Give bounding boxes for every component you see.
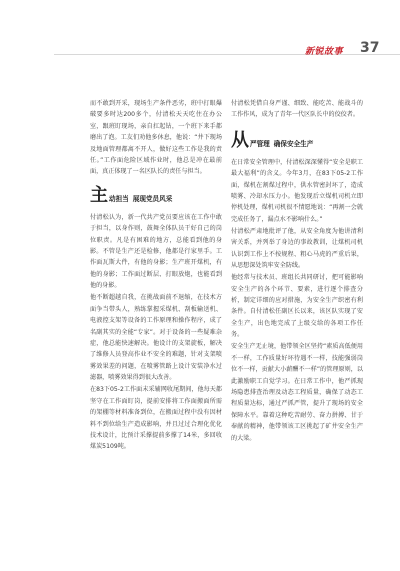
paragraph: 而不敢到开采，现场生产条件恶劣，班中打眼爆破要多时达200多个，付清松天天吃住在办公室，跟班盯现场，亲自扛起钻，一个班下来手都磨出了泡。工友们劝他多休息，他说：“井下现场及地面管理都离不开人，做好这些工作是我的责任。”工作面危险区域作业时，他总是冲在最前面，真正体现了一名区队长的责任与担当。 bbox=[90, 100, 222, 176]
paragraph: 付清松严肃地批评了他，从安全角度为他讲清利害关系，并列举了身边的事故教训，让煤机司机认识到工作上不按规程、粗心马虎的严重后果，从思想深处筑牢安全防线。 bbox=[231, 227, 363, 270]
heading-title: 确保安全生产 bbox=[273, 139, 314, 148]
section-heading bbox=[90, 186, 222, 206]
heading-rest: 严管理 bbox=[250, 139, 270, 148]
heading-initial: 从 bbox=[231, 129, 249, 151]
left-column bbox=[90, 98, 222, 453]
paragraph: 他不断超越自我，在挑战面前不退缩，在技术方面争当带头人，熟练掌握采煤机、刮板输送机、电液控支架等设备的工作原理和操作程序，成了名副其实的全能“专家”。对于设备的一些疑难杂症，他总能快速解决。他设计的支架旋板，解决了维修人员登高作业不安全的难题，针对支架喷雾效果差的问题，在喷雾管路上设计安装净水过滤器，喷雾效果得到很大改善。 bbox=[90, 294, 222, 382]
heading-rest: 动担当 bbox=[109, 194, 129, 203]
paragraph: 付清松凭借自身严谨、细致、能吃苦、能战斗的工作作风，成为了青年一代区队长中的佼佼者。 bbox=[231, 100, 363, 119]
page-number: 37 bbox=[360, 40, 380, 56]
paragraph: 在日常安全管理中，付清松深深懂得“安全是职工最大福利”的含义。今年3月，在83下05-2工作面，煤机在割煤过程中，供水管密封坏了，造成喷雾、冷却水压力小。他发现后立煤机司机立即停机处理，煤机司机很不情愿地说：“再割一会就完成任务了，漏点水不影响什么。” bbox=[231, 158, 363, 223]
section-heading bbox=[231, 131, 363, 151]
paragraph: 在83下05-2工作面末采辅网收尾期间，他每天都坚守在工作面盯岗，提前安排将工作面搬面所需的架棚等材料准备到位，在搬面过程中没有因材料不到位给生产造成影响，并且过过合理化优化技术设计，比预计采撑提前多撑了14米，多回收煤炭5109吨。 bbox=[90, 386, 222, 451]
section-tag: 新锐故事 bbox=[305, 47, 344, 57]
right-column bbox=[231, 98, 363, 445]
heading-title: 展现党员风采 bbox=[132, 194, 173, 203]
paragraph: 他经常与技术员、班组长共同研讨，把可能影响安全生产的各个环节、要素，进行逐个排查分析，制定详细的应对措施，为安全生产织密有利条件。自付清松任副区长以来，该区队实现了安全生产，出色地完成了上级交给的各项工作任务。 bbox=[231, 274, 363, 339]
heading-initial: 主 bbox=[90, 184, 108, 206]
paragraph: 安全生产无止境，他带领全区坚持“素质高低便用不一样，工作质量好坏待遇不一样，技能强弱岗位不一样，贡献大小薪酬不一样”的管理原则，以此激励职工自觉学习。在日常工作中，他严抓现场隐患排查治理及动态工程质量，确保了动态工程质量达标，通过严抓严管，提升了现场的安全保障水平。靠着这种吃苦耐劳、奋力拼搏、甘于奉献的精神，他带领该工区挑起了矿井安全生产的大梁。 bbox=[231, 343, 363, 442]
paragraph: 付清松认为，新一代共产党员要应该在工作中敢于担当，以身作则，鼓舞全体队员干好自己的岗位职责。凡是有困难的地方，总能看到他的身影。不管是生产还是检修，他都是行家里手。工作面瓦斯大件，有他的身影；生产班开煤机，有他的身影；工作面过断层、打眼放炮，也能看到他的身影。 bbox=[90, 213, 222, 290]
header-rule bbox=[54, 54, 400, 55]
